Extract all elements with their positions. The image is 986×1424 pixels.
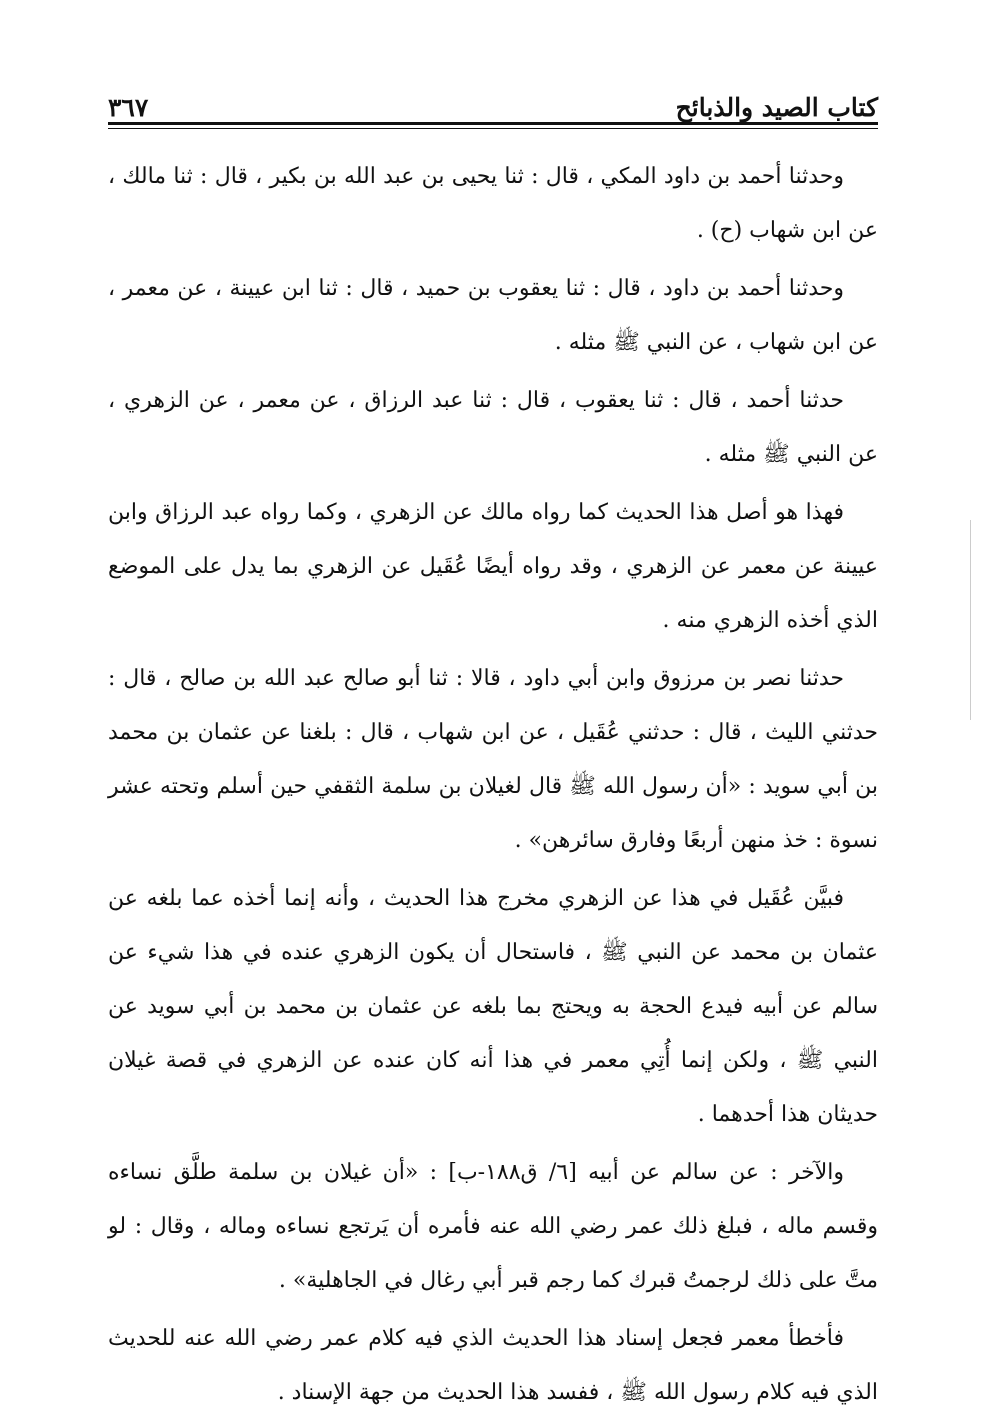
paragraph: فهذا هو أصل هذا الحديث كما رواه مالك عن الزهري ، وكما رواه عبد الرزاق وابن عيينة عن معمر عن الزهري ، وقد رواه أيضًا عُقَيل عن الزهري بما يدل على الموضع الذي أخذه الزهري منه . <box>108 500 878 633</box>
page-number: ٣٦٧ <box>108 93 149 122</box>
paragraph: وحدثنا أحمد بن داود ، قال : ثنا يعقوب بن حميد ، قال : ثنا ابن عيينة ، عن معمر ، عن ابن شهاب ، عن النبي ﷺ مثله . <box>108 276 878 355</box>
header-rule-thick <box>108 122 878 125</box>
paragraph: حدثنا أحمد ، قال : ثنا يعقوب ، قال : ثنا عبد الرزاق ، عن معمر ، عن الزهري ، عن النبي ﷺ مثله . <box>108 388 878 467</box>
paragraph: والآخر : عن سالم عن أبيه [٦/ ق١٨٨-ب] : «أن غيلان بن سلمة طلَّق نساءه وقسم ماله ، فبلغ ذلك عمر رضي الله عنه فأمره أن يَرتجع نساءه وماله ، وقال : لو متَّ على ذلك لرجمتُ قبرك كما رجم قبر أبي رغال في الجاهلية» . <box>108 1160 878 1293</box>
page-header <box>108 76 878 120</box>
running-title: كتاب الصيد والذبائح <box>675 93 878 122</box>
header-rule-thin <box>108 128 878 129</box>
scan-margin-line <box>970 520 971 720</box>
paragraph: فبيَّن عُقَيل في هذا عن الزهري مخرج هذا الحديث ، وأنه إنما أخذه عما بلغه عن عثمان بن محمد عن النبي ﷺ ، فاستحال أن يكون الزهري عنده في هذا شيء عن سالم عن أبيه فيدع الحجة به ويحتج بما بلغه عن عثمان بن محمد بن أبي سويد عن النبي ﷺ ، ولكن إنما أُتِي معمر في هذا أنه كان عنده عن الزهري في قصة غيلان حديثان هذا أحدهما . <box>108 886 878 1127</box>
body-text <box>108 150 878 1424</box>
paragraph: وحدثنا أحمد بن داود المكي ، قال : ثنا يحيى بن عبد الله بن بكير ، قال : ثنا مالك ، عن ابن شهاب (ح) . <box>108 164 878 243</box>
paragraph: فأخطأ معمر فجعل إسناد هذا الحديث الذي فيه كلام عمر رضي الله عنه للحديث الذي فيه كلام رسول الله ﷺ ، ففسد هذا الحديث من جهة الإسناد . <box>108 1326 878 1405</box>
paragraph: حدثنا نصر بن مرزوق وابن أبي داود ، قالا : ثنا أبو صالح عبد الله بن صالح ، قال : حدثني الليث ، قال : حدثني عُقَيل ، عن ابن شهاب ، قال : بلغنا عن عثمان بن محمد بن أبي سويد : «أن رسول الله ﷺ قال لغيلان بن سلمة الثقفي حين أسلم وتحته عشر نسوة : خذ منهن أربعًا وفارق سائرهن» . <box>108 666 878 853</box>
